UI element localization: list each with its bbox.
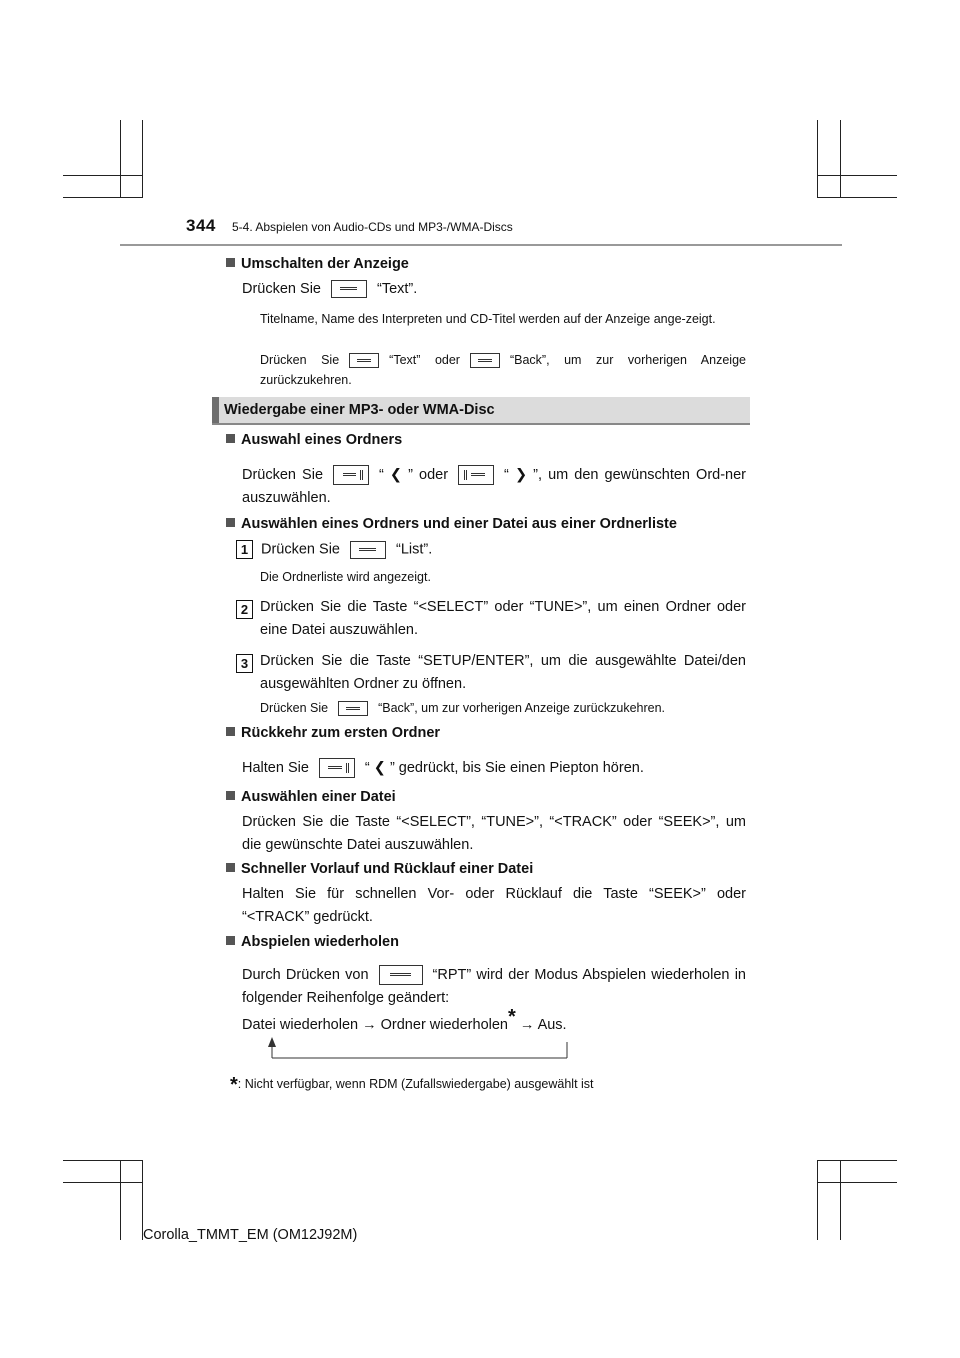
arrow-right-icon: → [519,1017,535,1033]
para-wiederholen: Durch Drücken von “RPT” wird der Modus Abspielen wiederholen in folgender Reihenfolge geändert: [242,967,746,1006]
step-1: 1 Drücken Sie “List”. [236,540,432,559]
para-rueckkehr: Halten Sie “ ❮ ” gedrückt, bis Sie einen Piepton hören. [242,757,746,780]
page-number: 344 [186,216,216,235]
folder-down-button-icon [319,758,355,778]
heading-rueckkehr: Rückkehr zum ersten Ordner [226,725,440,741]
note-back: Drücken Sie “Text” oder “Back”, um zur vorherigen Anzeige zurückzukehren. [260,353,746,387]
screen-button-icon [338,701,368,716]
folder-up-button-icon [458,465,494,485]
loop-back-arrow-icon [262,1036,572,1062]
para-ordner: Drücken Sie “ ❮ ” oder “ ❯ ”, um den gewünschten Ord-ner auszuwählen. [242,467,747,506]
screen-button-icon [350,541,386,559]
note-anzeige: Titelname, Name des Interpreten und CD-Titel werden auf der Anzeige ange-zeigt. [260,312,716,326]
arrow-right-icon: → [362,1017,377,1033]
para-datei: Drücken Sie die Taste “<SELECT”, “TUNE>”, “<TRACK” oder “SEEK>”, um die gewünschte Datei auszuwählen. [242,814,746,853]
note-step-3: Drücken Sie “Back”, um zur vorherigen Anzeige zurückzukehren. [260,701,666,715]
bullet-square-icon [226,434,235,443]
para-vorlauf: Halten Sie für schnellen Vor- oder Rücklauf die Taste “SEEK>” oder “<TRACK” gedrückt. [242,886,746,925]
note-liste: Die Ordnerliste wird angezeigt. [260,570,431,584]
footnote-star: * [508,1006,516,1029]
para-umschalten: Drücken Sie “Text”. [242,281,418,297]
bullet-square-icon [226,518,235,527]
screen-button-icon [349,353,379,368]
footnote: *: Nicht verfügbar, wenn RDM (Zufallswiedergabe) ausgewählt ist [230,1074,594,1096]
heading-datei: Auswählen einer Datei [226,789,396,805]
section-bar-rule [212,423,750,425]
heading-liste: Auswählen eines Ordners und einer Datei aus einer Ordnerliste [226,516,677,532]
heading-umschalten: Umschalten der Anzeige [226,256,409,272]
footer-text: Corolla_TMMT_EM (OM12J92M) [143,1227,358,1243]
bullet-square-icon [226,258,235,267]
bullet-square-icon [226,727,235,736]
heading-vorlauf: Schneller Vorlauf und Rücklauf einer Datei [226,861,533,877]
header-rule [120,244,842,246]
bullet-square-icon [226,863,235,872]
step-3-text: Drücken Sie die Taste “SETUP/ENTER”, um die ausgewählte Datei/den ausgewählten Ordner zu öffnen. [260,653,746,692]
bullet-square-icon [226,791,235,800]
heading-wiederholen: Abspielen wiederholen [226,934,399,950]
screen-button-icon [379,965,423,985]
folder-down-button-icon [333,465,369,485]
bullet-square-icon [226,936,235,945]
screen-button-icon [331,280,367,298]
repeat-sequence: Datei wiederholen → Ordner wiederholen* → Aus. [242,1006,567,1033]
section-title: Wiedergabe einer MP3- oder WMA-Disc [224,402,495,418]
step-2-text: Drücken Sie die Taste “<SELECT” oder “TUNE>”, um einen Ordner oder eine Datei auszuwählen. [260,599,746,638]
heading-ordner: Auswahl eines Ordners [226,432,402,448]
screen-button-icon [470,353,500,368]
chapter-title: 5-4. Abspielen von Audio-CDs und MP3-/WMA-Discs [232,220,513,234]
